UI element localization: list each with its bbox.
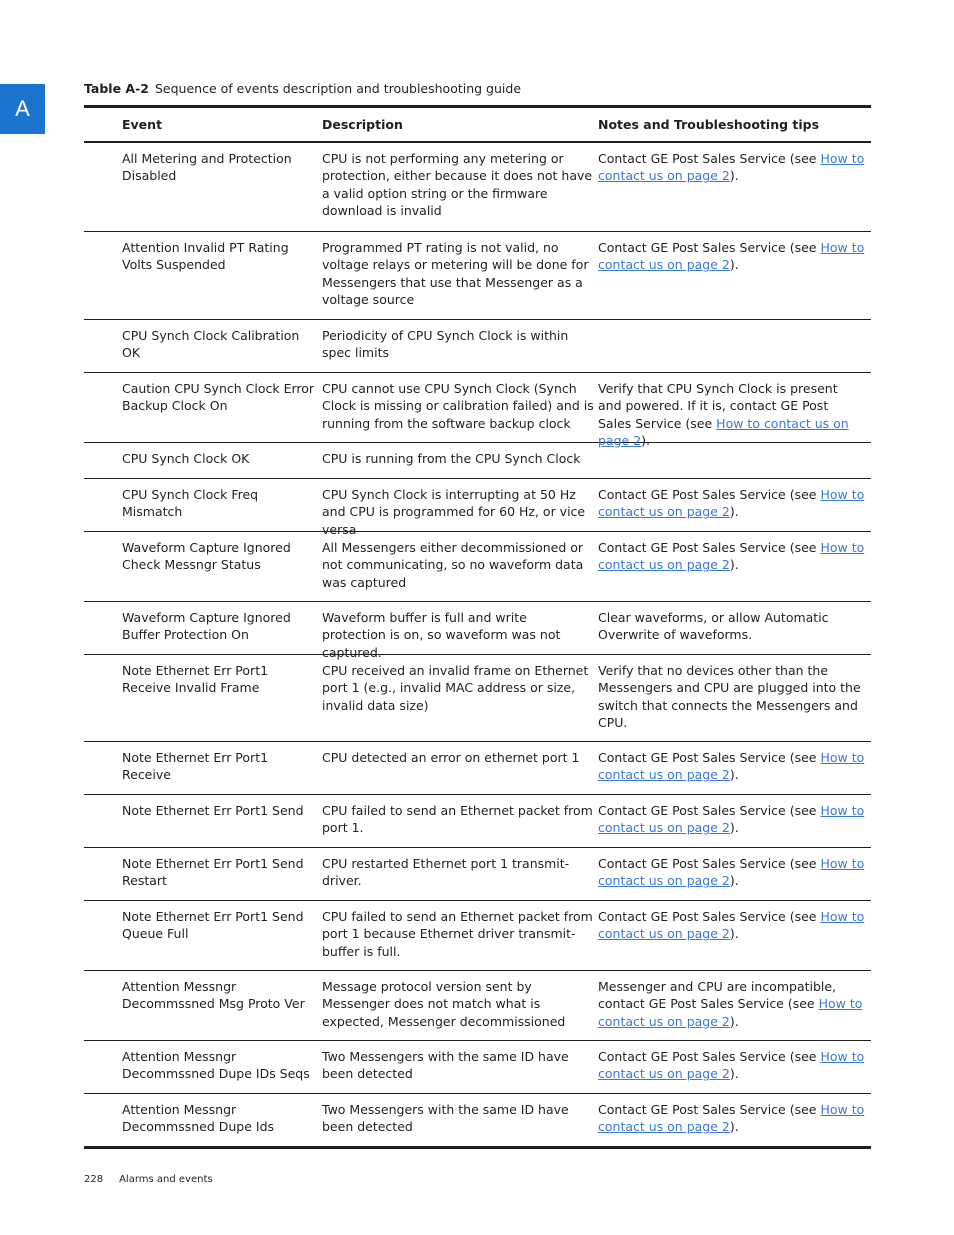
appendix-tab — [0, 84, 45, 134]
notes-text: Contact GE Post Sales Service (see — [598, 487, 821, 502]
event-cell: Attention Messngr Decommssned Dupe IDs Seqs — [122, 1049, 310, 1082]
contact-us-link[interactable]: How to contact us on page 2 — [598, 1049, 865, 1082]
notes-text: Messenger and CPU are incompatible, contact GE Post Sales Service (see — [598, 979, 837, 1012]
notes-text: Clear waveforms, or allow Automatic Overwrite of waveforms. — [598, 610, 829, 643]
table-row — [84, 900, 871, 970]
table-caption — [84, 81, 521, 96]
event-cell: Note Ethernet Err Port1 Receive Invalid Frame — [122, 663, 269, 696]
notes-text: Contact GE Post Sales Service (see — [598, 750, 821, 765]
table-row — [84, 970, 871, 1040]
notes-text: Contact GE Post Sales Service (see — [598, 240, 821, 255]
notes-cell — [598, 662, 871, 732]
event-cell: Note Ethernet Err Port1 Receive — [122, 750, 269, 783]
description-cell: Periodicity of CPU Synch Clock is within spec limits — [322, 328, 569, 361]
table-row — [84, 1040, 871, 1093]
notes-text-end: ). — [729, 926, 739, 942]
notes-cell — [598, 380, 871, 450]
notes-cell — [598, 1101, 871, 1136]
notes-text-end: ). — [729, 1013, 739, 1029]
notes-text: Contact GE Post Sales Service (see — [598, 909, 821, 924]
event-cell: Note Ethernet Err Port1 Send — [122, 803, 304, 818]
notes-text: Contact GE Post Sales Service (see — [598, 1102, 821, 1117]
description-cell: Two Messengers with the same ID have been detected — [322, 1102, 569, 1135]
contact-us-link[interactable]: How to contact us on page 2 — [598, 151, 865, 184]
notes-cell — [598, 150, 871, 185]
contact-us-link[interactable]: How to contact us on page 2 — [598, 750, 865, 783]
notes-text: Contact GE Post Sales Service (see — [598, 856, 821, 871]
event-cell: Note Ethernet Err Port1 Send Queue Full — [122, 909, 304, 942]
description-cell: Programmed PT rating is not valid, no voltage relays or metering will be done for Messengers that use that Messenger as a voltage source — [322, 240, 589, 308]
contact-us-link[interactable]: How to contact us on page 2 — [598, 240, 865, 273]
notes-cell — [598, 855, 871, 890]
description-cell: CPU failed to send an Ethernet packet from port 1. — [322, 803, 593, 836]
notes-cell — [598, 486, 871, 521]
event-cell: Note Ethernet Err Port1 Send Restart — [122, 856, 304, 889]
table-row — [84, 741, 871, 794]
event-cell: Attention Messngr Decommssned Msg Proto Ver — [122, 979, 305, 1012]
header-event: Event — [122, 117, 163, 132]
table-row — [84, 143, 871, 231]
description-cell: All Messengers either decommissioned or not communicating, so no waveform data was captured — [322, 540, 584, 590]
event-cell: Attention Messngr Decommssned Dupe Ids — [122, 1102, 275, 1135]
notes-cell — [598, 539, 871, 574]
table-row — [84, 794, 871, 847]
notes-text-end: ). — [729, 557, 739, 573]
event-cell: CPU Synch Clock Calibration OK — [122, 328, 300, 361]
table-row — [84, 654, 871, 741]
notes-text-end: ). — [729, 504, 739, 520]
notes-cell — [598, 749, 871, 784]
notes-text-end: ). — [729, 1119, 739, 1135]
notes-text-end: ). — [729, 873, 739, 889]
table-row — [84, 531, 871, 601]
event-cell: All Metering and Protection Disabled — [122, 151, 292, 184]
table-header — [84, 108, 871, 143]
notes-text: Contact GE Post Sales Service (see — [598, 803, 821, 818]
table-row — [84, 231, 871, 319]
table-row — [84, 372, 871, 449]
description-cell: CPU received an invalid frame on Ethernet port 1 (e.g., invalid MAC address or size, invalid data size) — [322, 663, 589, 713]
event-cell: Waveform Capture Ignored Check Messngr Status — [122, 540, 291, 573]
description-cell: CPU restarted Ethernet port 1 transmit-driver. — [322, 856, 570, 889]
event-cell: Attention Invalid PT Rating Volts Suspended — [122, 240, 289, 273]
description-cell: CPU cannot use CPU Synch Clock (Synch Clock is missing or calibration failed) and is running from the software backup clock — [322, 381, 594, 431]
description-cell: CPU is running from the CPU Synch Clock — [322, 451, 581, 466]
notes-cell — [598, 609, 871, 644]
appendix-tab-label: A — [15, 96, 30, 121]
table-row — [84, 847, 871, 900]
table-row — [84, 319, 871, 372]
contact-us-link[interactable]: How to contact us on page 2 — [598, 996, 863, 1029]
table-caption-label: Table A-2 — [84, 81, 149, 96]
contact-us-link[interactable]: How to contact us on page 2 — [598, 803, 865, 836]
event-cell: Caution CPU Synch Clock Error Backup Clock On — [122, 381, 315, 414]
table-row — [84, 478, 871, 537]
contact-us-link[interactable]: How to contact us on page 2 — [598, 856, 865, 889]
description-cell: CPU is not performing any metering or protection, either because it does not have a valid option string or the firmware download is invalid — [322, 151, 593, 219]
table-row — [84, 601, 871, 660]
notes-text: Verify that CPU Synch Clock is present and powered. If it is, contact GE Post Sales Service (see — [598, 381, 838, 431]
table-body — [84, 143, 871, 1146]
description-cell: CPU failed to send an Ethernet packet from port 1 because Ethernet driver transmit-buffer is full. — [322, 909, 593, 959]
notes-text: Contact GE Post Sales Service (see — [598, 1049, 821, 1064]
event-cell: CPU Synch Clock Freq Mismatch — [122, 487, 259, 520]
notes-text-end: ). — [729, 1066, 739, 1082]
notes-text-end: ). — [729, 820, 739, 836]
header-description: Description — [322, 117, 403, 132]
notes-text: Verify that no devices other than the Messengers and CPU are plugged into the switch that connects the Messengers and CPU. — [598, 663, 861, 731]
notes-cell — [598, 239, 871, 274]
table-row — [84, 1093, 871, 1146]
event-cell: CPU Synch Clock OK — [122, 451, 250, 466]
event-cell: Waveform Capture Ignored Buffer Protection On — [122, 610, 291, 643]
contact-us-link[interactable]: How to contact us on page 2 — [598, 1102, 865, 1135]
description-cell: CPU detected an error on ethernet port 1 — [322, 750, 580, 765]
description-cell: Waveform buffer is full and write protection is on, so waveform was not captured. — [322, 610, 561, 660]
notes-text: Contact GE Post Sales Service (see — [598, 151, 821, 166]
notes-text-end: ). — [729, 168, 739, 184]
header-notes: Notes and Troubleshooting tips — [598, 117, 820, 132]
description-cell: Message protocol version sent by Messenger does not match what is expected, Messenger decommissioned — [322, 979, 566, 1029]
events-table — [84, 105, 871, 1149]
contact-us-link[interactable]: How to contact us on page 2 — [598, 415, 849, 449]
contact-us-link[interactable]: How to contact us on page 2 — [598, 540, 865, 573]
notes-cell — [598, 908, 871, 943]
notes-text-end: ). — [729, 767, 739, 783]
contact-us-link[interactable]: How to contact us on page 2 — [598, 487, 865, 520]
description-cell: Two Messengers with the same ID have been detected — [322, 1049, 569, 1082]
notes-text-end: ). — [729, 257, 739, 273]
page-number: 228 — [84, 1174, 104, 1185]
table-caption-text: Sequence of events description and troubleshooting guide — [154, 81, 522, 96]
description-cell: CPU Synch Clock is interrupting at 50 Hz and CPU is programmed for 60 Hz, or vice versa — [322, 487, 586, 537]
notes-cell — [598, 1048, 871, 1083]
contact-us-link[interactable]: How to contact us on page 2 — [598, 909, 865, 942]
notes-text-end: ). — [641, 433, 651, 449]
notes-text: Contact GE Post Sales Service (see — [598, 540, 821, 555]
notes-cell — [598, 802, 871, 837]
page-footer — [84, 1174, 213, 1185]
footer-section-title: Alarms and events — [119, 1174, 213, 1185]
notes-cell — [598, 978, 871, 1030]
